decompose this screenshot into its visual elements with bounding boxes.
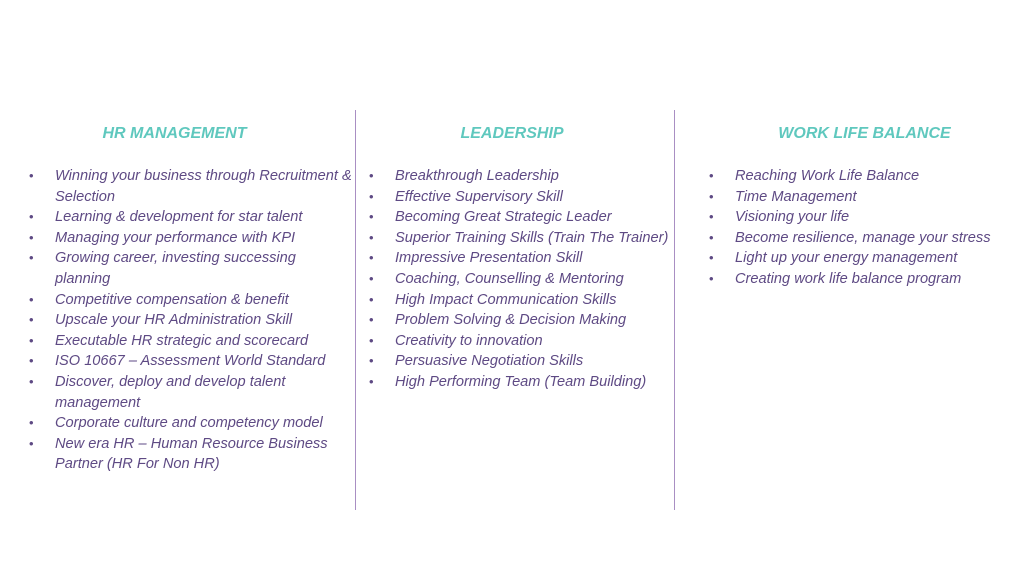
bullet-dot-icon: • — [29, 209, 34, 225]
bullet-dot-icon: • — [709, 188, 714, 204]
leadership-list — [362, 166, 672, 393]
work-life-balance-list — [702, 166, 1002, 290]
hr-management-list — [22, 166, 352, 475]
bullet-dot-icon: • — [369, 332, 374, 348]
list-item: • Growing career, investing successing planning — [29, 250, 296, 287]
hr-management-column — [22, 122, 352, 475]
list-item: • Visioning your life — [702, 207, 1002, 228]
bullet-dot-icon: • — [709, 168, 714, 183]
list-item: • Learning & development for star talent — [22, 207, 352, 228]
list-item: • Problem Solving & Decision Making — [362, 310, 672, 331]
bullet-dot-icon: • — [29, 312, 34, 328]
list-item: • Become resilience, manage your stress — [702, 228, 1002, 249]
list-item: • Winning your business through Recruitment & Selection — [29, 168, 352, 205]
bullet-dot-icon: • — [29, 332, 34, 348]
leadership-heading: LEADERSHIP — [460, 125, 564, 142]
column-divider — [355, 110, 356, 510]
list-item: • Impressive Presentation Skill — [362, 248, 672, 269]
list-item: • Upscale your HR Administration Skill — [22, 310, 352, 331]
list-item: • Creativity to innovation — [362, 331, 672, 352]
list-item: • Time Management — [702, 187, 1002, 208]
list-item: • Creating work life balance program — [702, 269, 1002, 290]
bullet-dot-icon: • — [369, 291, 374, 307]
list-item: • Light up your energy management — [702, 248, 1002, 269]
list-item: • Competitive compensation & benefit — [22, 290, 352, 311]
list-item: • High Performing Team (Team Building) — [362, 372, 672, 393]
bullet-dot-icon: • — [709, 270, 714, 286]
bullet-dot-icon: • — [369, 168, 374, 183]
list-item: • Executable HR strategic and scorecard — [22, 331, 352, 352]
bullet-dot-icon: • — [29, 435, 34, 451]
bullet-dot-icon: • — [369, 270, 374, 286]
work-life-balance-column — [702, 122, 1002, 290]
list-item: • Discover, deploy and develop talent management — [29, 373, 286, 411]
hr-management-heading: HR MANAGEMENT — [102, 125, 247, 142]
bullet-dot-icon: • — [29, 373, 34, 389]
bullet-dot-icon: • — [369, 188, 374, 204]
work-life-balance-heading: WORK LIFE BALANCE — [778, 125, 951, 142]
bullet-dot-icon: • — [29, 291, 34, 307]
list-item: • New era HR – Human Resource Business Partner (HR For Non HR) — [29, 435, 328, 473]
list-item: • ISO 10667 – Assessment World Standard — [22, 351, 352, 372]
list-item: • Persuasive Negotiation Skills — [362, 351, 672, 372]
list-item: • Coaching, Counselling & Mentoring — [362, 269, 672, 290]
list-item: • Superior Training Skills (Train The Trainer) — [362, 228, 672, 249]
list-item: • Managing your performance with KPI — [22, 228, 352, 249]
bullet-dot-icon: • — [709, 229, 714, 245]
bullet-dot-icon: • — [29, 168, 34, 183]
leadership-column — [362, 122, 672, 393]
bullet-dot-icon: • — [369, 312, 374, 328]
list-item: • Effective Supervisory Skill — [362, 187, 672, 208]
bullet-dot-icon: • — [29, 415, 34, 431]
bullet-dot-icon: • — [29, 229, 34, 245]
bullet-dot-icon: • — [369, 250, 374, 266]
bullet-dot-icon: • — [29, 250, 34, 266]
column-divider — [674, 110, 675, 510]
list-item: • Reaching Work Life Balance — [702, 166, 1002, 187]
list-item: • Corporate culture and competency model — [22, 413, 352, 434]
bullet-dot-icon: • — [369, 353, 374, 369]
bullet-dot-icon: • — [709, 209, 714, 225]
bullet-dot-icon: • — [369, 373, 374, 389]
bullet-dot-icon: • — [369, 209, 374, 225]
list-item: • Breakthrough Leadership — [362, 166, 672, 187]
bullet-dot-icon: • — [709, 250, 714, 266]
bullet-dot-icon: • — [369, 229, 374, 245]
bullet-dot-icon: • — [29, 353, 34, 369]
list-item: • High Impact Communication Skills — [362, 290, 672, 311]
list-item: • Becoming Great Strategic Leader — [362, 207, 672, 228]
